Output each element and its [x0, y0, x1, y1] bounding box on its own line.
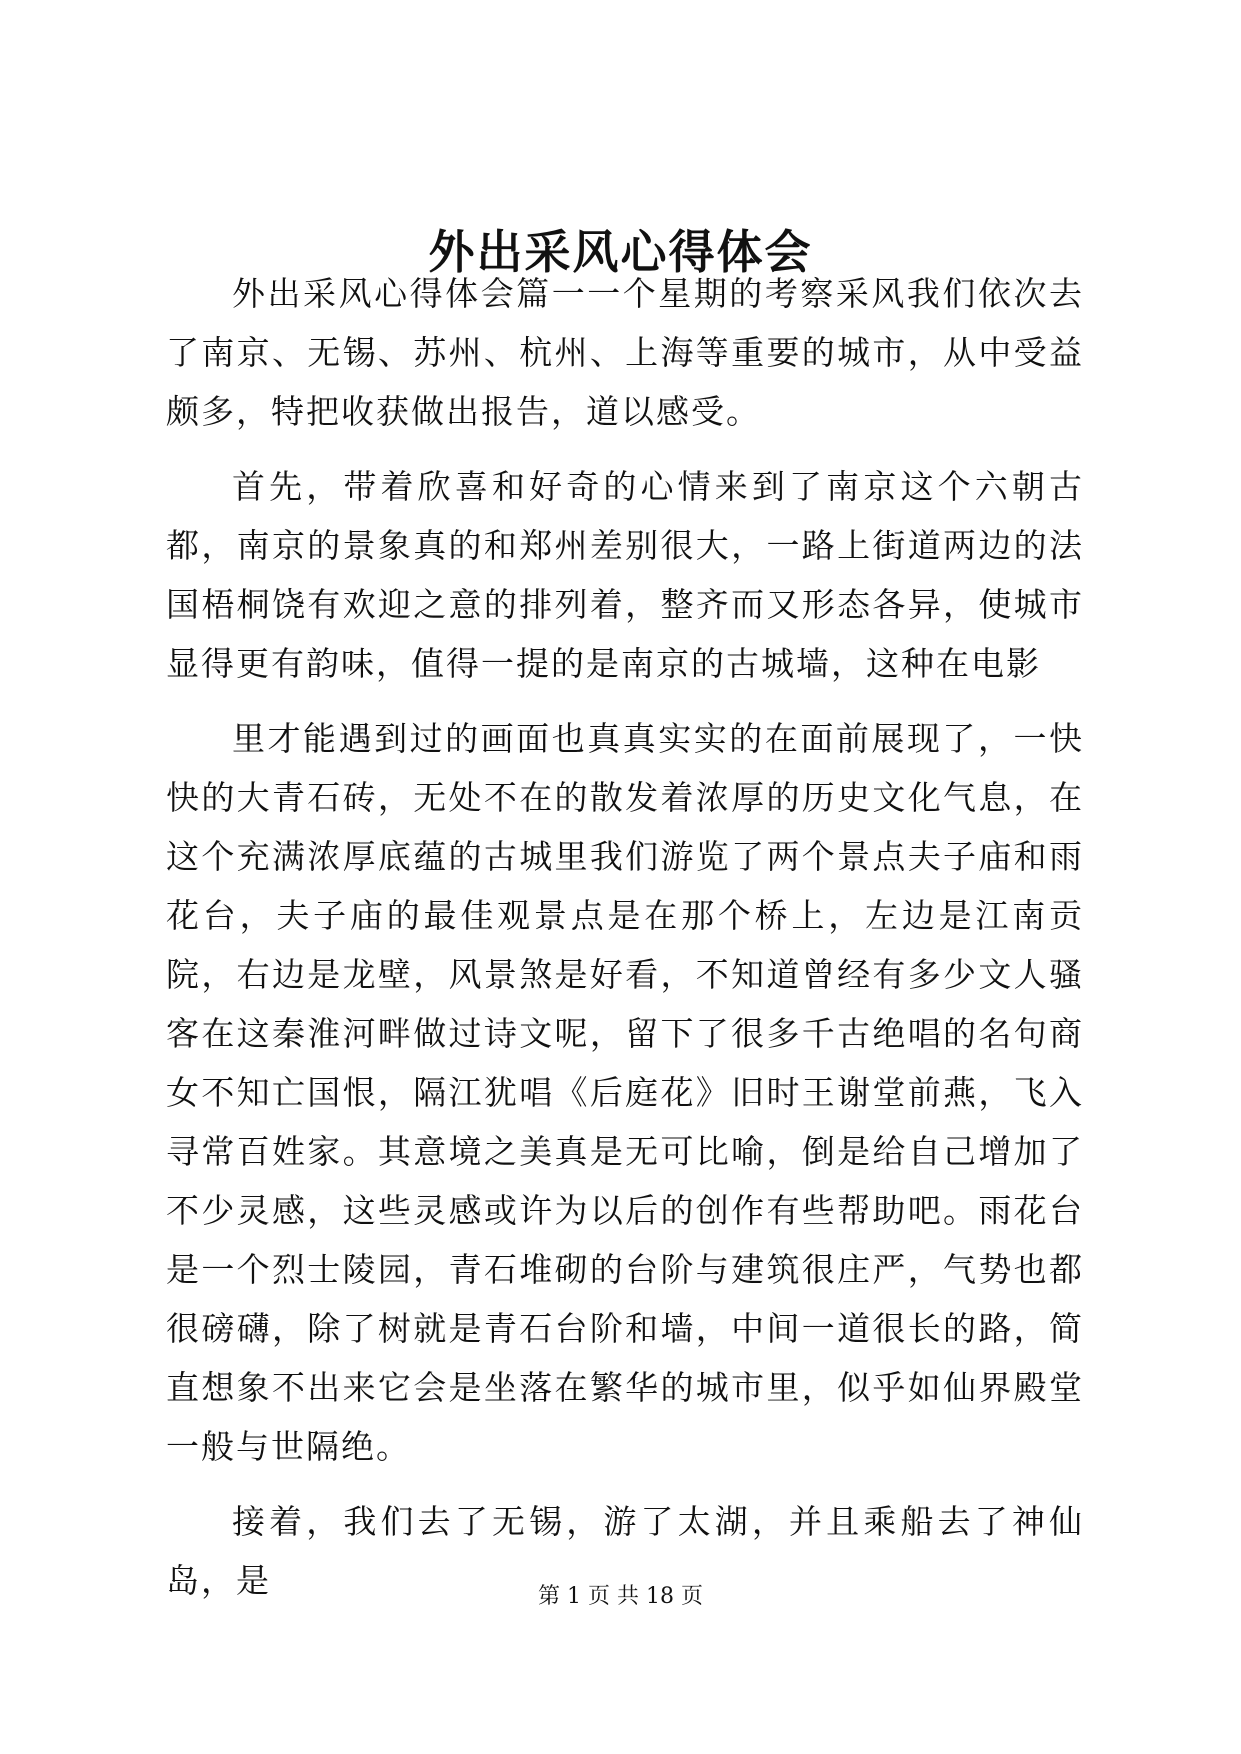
paragraph: 外出采风心得体会篇一一个星期的考察采风我们依次去了南京、无锡、苏州、杭州、上海等重要的城市，从中受益颇多，特把收获做出报告，道以感受。 — [166, 274, 1084, 431]
document-title: 外出采风心得体会 — [428, 225, 813, 279]
paragraph: 接着，我们去了无锡，游了太湖，并且乘船去了神仙岛，是 — [166, 1502, 1084, 1600]
document-body — [166, 264, 1084, 1626]
paragraph: 里才能遇到过的画面也真真实实的在面前展现了，一快快的大青石砖，无处不在的散发着浓厚的历史文化气息，在这个充满浓厚底蕴的古城里我们游览了两个景点夫子庙和雨花台，夫子庙的最佳观景点是在那个桥上，左边是江南贡院，右边是龙壁，风景煞是好看，不知道曾经有多少文人骚客在这秦淮河畔做过诗文呢，留下了很多千古绝唱的名句商女不知亡国恨，隔江犹唱《后庭花》旧时王谢堂前燕，飞入寻常百姓家。其意境之美真是无可比喻，倒是给自己增加了不少灵感，这些灵感或许为以后的创作有些帮助吧。雨花台是一个烈士陵园，青石堆砌的台阶与建筑很庄严，气势也都很磅礴，除了树就是青石台阶和墙，中间一道很长的路，简直想象不出来它会是坐落在繁华的城市里，似乎如仙界殿堂一般与世隔绝。 — [166, 719, 1084, 1466]
page-footer: 第 1 页 共 18 页 — [538, 1584, 703, 1609]
paragraph: 首先，带着欣喜和好奇的心情来到了南京这个六朝古都，南京的景象真的和郑州差别很大，一路上街道两边的法国梧桐饶有欢迎之意的排列着，整齐而又形态各异，使城市显得更有韵味，值得一提的是南京的古城墙，这种在电影 — [166, 467, 1084, 683]
